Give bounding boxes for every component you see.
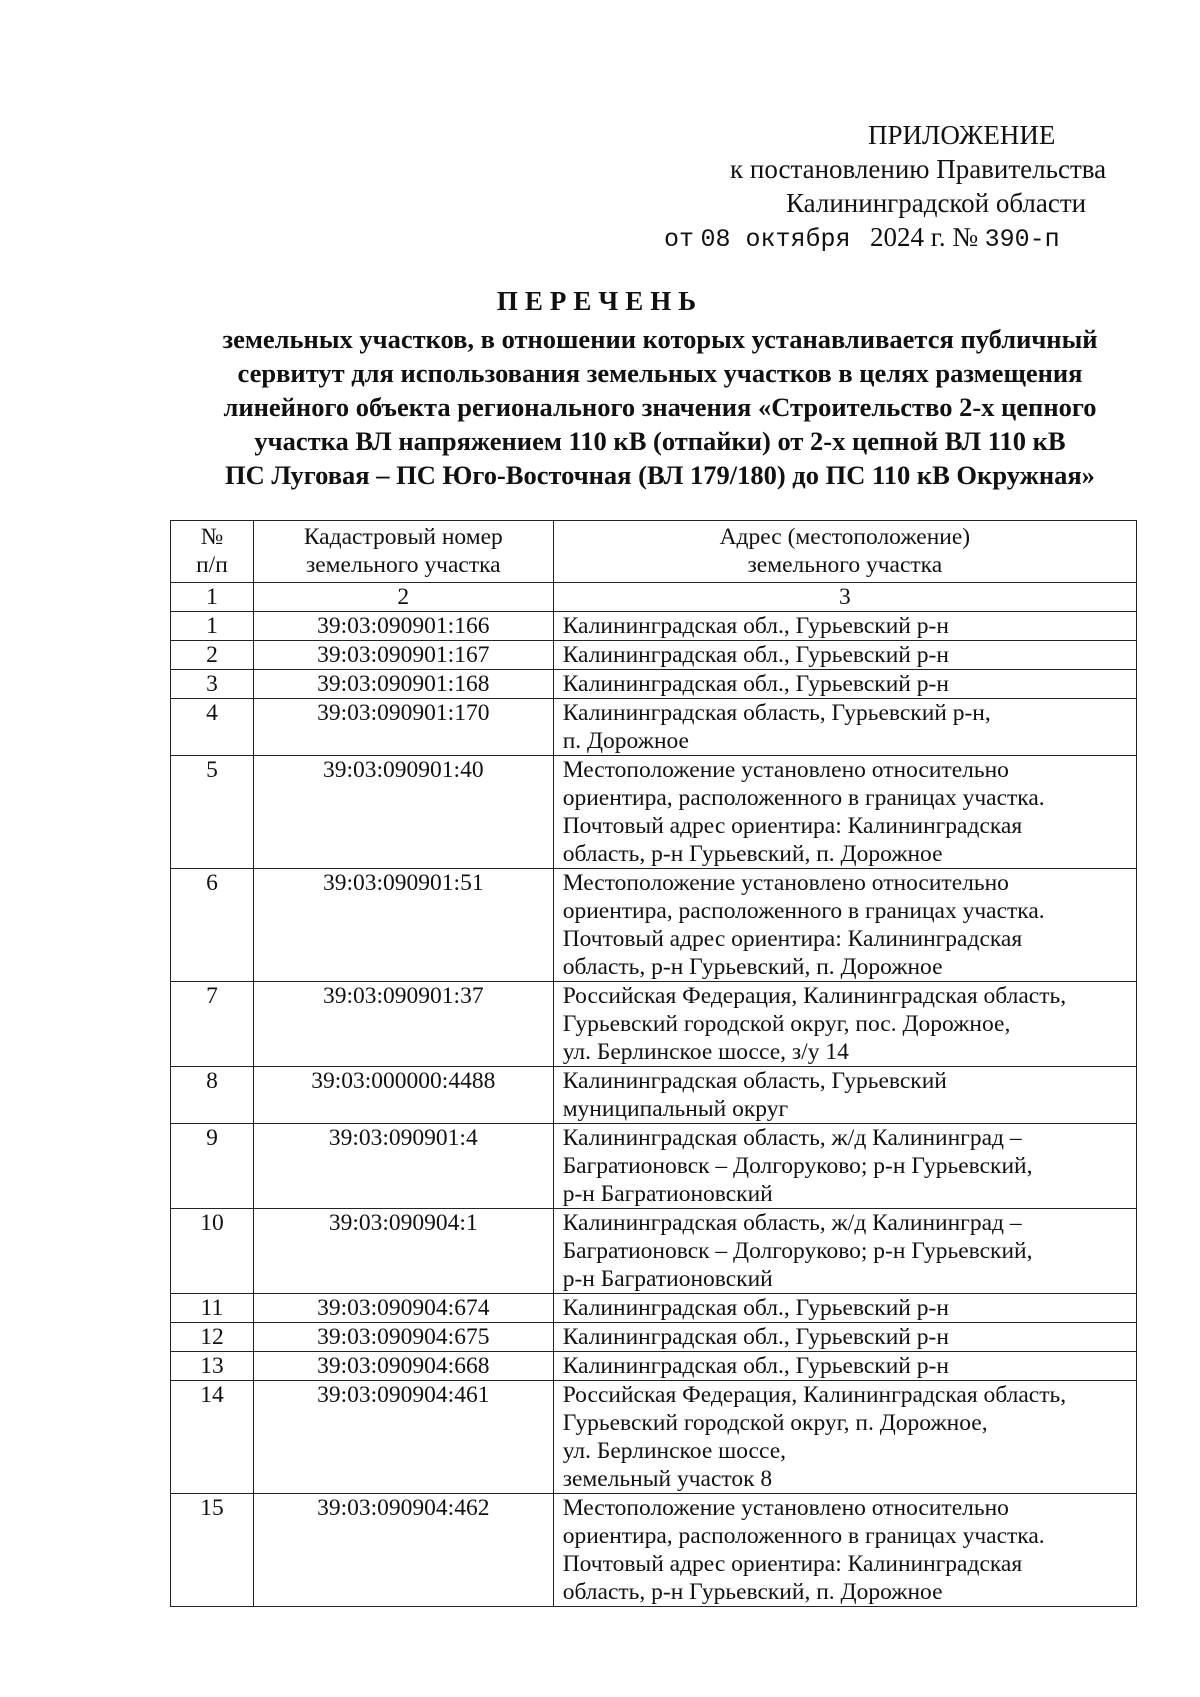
table-row: [171, 641, 1137, 670]
document-heading: ПЕРЕЧЕНЬ: [496, 286, 704, 316]
table-row: [171, 699, 1137, 756]
document-subtitle: [180, 322, 1140, 492]
decree-number: 390-п: [984, 225, 1060, 254]
row-number: 1: [171, 612, 254, 641]
parcel-address: Калининградская область, Гурьевский муниципальный округ: [553, 1067, 1136, 1124]
table-row: [171, 982, 1137, 1067]
parcel-address: Калининградская обл., Гурьевский р-н: [553, 1294, 1136, 1323]
row-number: 6: [171, 869, 254, 982]
table-row: [171, 869, 1137, 982]
subtitle-line: линейного объекта регионального значения «Строительство 2-х цепного: [223, 392, 1097, 422]
row-number: 7: [171, 982, 254, 1067]
parcel-address: Местоположение установлено относительно ориентира, расположенного в границах участка. Почтовый адрес ориентира: Калининградская область, р-н Гурьевский, п. Дорожное: [553, 756, 1136, 869]
cadastral-number: 39:03:090904:674: [253, 1294, 553, 1323]
header-address: Адрес (местоположение) земельного участка: [553, 521, 1136, 583]
cadastral-number: 39:03:090904:675: [253, 1323, 553, 1352]
table-row: [171, 1294, 1137, 1323]
parcel-address: Калининградская область, ж/д Калининград – Багратионовск – Долгоруково; р-н Гурьевский, р-н Багратионовский: [553, 1209, 1136, 1294]
parcel-address: Российская Федерация, Калининградская область, Гурьевский городской округ, п. Дорожное, ул. Берлинское шоссе, земельный участок 8: [553, 1381, 1136, 1494]
subtitle-line: ПС Луговая – ПС Юго-Восточная (ВЛ 179/180) до ПС 110 кВ Окружная»: [225, 460, 1095, 490]
row-number: 2: [171, 641, 254, 670]
row-number: 8: [171, 1067, 254, 1124]
parcel-address: Калининградская обл., Гурьевский р-н: [553, 641, 1136, 670]
cadastral-number: 39:03:090904:462: [253, 1494, 553, 1607]
table-row: [171, 1494, 1137, 1607]
appendix-line: к постановлению Правительства: [730, 154, 1107, 184]
row-number: 15: [171, 1494, 254, 1607]
parcel-address: Калининградская область, Гурьевский р-н, п. Дорожное: [553, 699, 1136, 756]
table-header-row: [171, 521, 1137, 583]
subtitle-line: сервитут для использования земельных участков в целях размещения: [237, 358, 1083, 388]
row-number: 9: [171, 1124, 254, 1209]
cadastral-number: 39:03:090901:170: [253, 699, 553, 756]
header-cadastral: Кадастровый номер земельного участка: [253, 521, 553, 583]
cadastral-number: 39:03:090901:37: [253, 982, 553, 1067]
parcel-address: Калининградская обл., Гурьевский р-н: [553, 1352, 1136, 1381]
parcels-table: [170, 520, 1137, 1607]
cadastral-number: 39:03:090904:461: [253, 1381, 553, 1494]
cadastral-number: 39:03:090904:1: [253, 1209, 553, 1294]
cadastral-number: 39:03:090901:40: [253, 756, 553, 869]
row-number: 3: [171, 670, 254, 699]
table-row: [171, 1124, 1137, 1209]
date-line: [664, 222, 1060, 254]
subtitle-line: земельных участков, в отношении которых устанавливается публичный: [222, 324, 1098, 354]
subtitle-line: участка ВЛ напряжением 110 кВ (отпайки) от 2-х цепной ВЛ 110 кВ: [254, 426, 1066, 456]
table-row: [171, 1209, 1137, 1294]
year-text: 2024 г. №: [870, 222, 979, 252]
column-numbers-row: [171, 583, 1137, 612]
row-number: 10: [171, 1209, 254, 1294]
parcel-address: Калининградская область, ж/д Калининград – Багратионовск – Долгоруково; р-н Гурьевский, р-н Багратионовский: [553, 1124, 1136, 1209]
table-row: [171, 670, 1137, 699]
date-prefix: от: [664, 225, 695, 254]
parcel-address: Местоположение установлено относительно ориентира, расположенного в границах участка. Почтовый адрес ориентира: Калининградская область, р-н Гурьевский, п. Дорожное: [553, 869, 1136, 982]
row-number: 4: [171, 699, 254, 756]
column-number: 1: [171, 583, 254, 612]
parcel-address: Калининградская обл., Гурьевский р-н: [553, 612, 1136, 641]
appendix-block: [730, 118, 1160, 220]
row-number: 12: [171, 1323, 254, 1352]
parcel-address: Калининградская обл., Гурьевский р-н: [553, 1323, 1136, 1352]
row-number: 11: [171, 1294, 254, 1323]
header-number: № п/п: [171, 521, 254, 583]
table-row: [171, 612, 1137, 641]
column-number: 3: [553, 583, 1136, 612]
row-number: 13: [171, 1352, 254, 1381]
table-row: [171, 1352, 1137, 1381]
cadastral-number: 39:03:090901:168: [253, 670, 553, 699]
column-number: 2: [253, 583, 553, 612]
table-row: [171, 1067, 1137, 1124]
parcel-address: Местоположение установлено относительно ориентира, расположенного в границах участка. Почтовый адрес ориентира: Калининградская область, р-н Гурьевский, п. Дорожное: [553, 1494, 1136, 1607]
table-row: [171, 1323, 1137, 1352]
table-row: [171, 756, 1137, 869]
cadastral-number: 39:03:000000:4488: [253, 1067, 553, 1124]
table-row: [171, 1381, 1137, 1494]
cadastral-number: 39:03:090901:4: [253, 1124, 553, 1209]
cadastral-number: 39:03:090904:668: [253, 1352, 553, 1381]
appendix-line: Калининградской области: [786, 188, 1087, 218]
row-number: 14: [171, 1381, 254, 1494]
parcel-address: Российская Федерация, Калининградская область, Гурьевский городской округ, пос. Дорожное, ул. Берлинское шоссе, з/у 14: [553, 982, 1136, 1067]
cadastral-number: 39:03:090901:167: [253, 641, 553, 670]
cadastral-number: 39:03:090901:166: [253, 612, 553, 641]
cadastral-number: 39:03:090901:51: [253, 869, 553, 982]
appendix-title: ПРИЛОЖЕНИЕ: [868, 120, 1056, 150]
parcel-address: Калининградская обл., Гурьевский р-н: [553, 670, 1136, 699]
date-text: 08 октября: [700, 225, 851, 254]
row-number: 5: [171, 756, 254, 869]
